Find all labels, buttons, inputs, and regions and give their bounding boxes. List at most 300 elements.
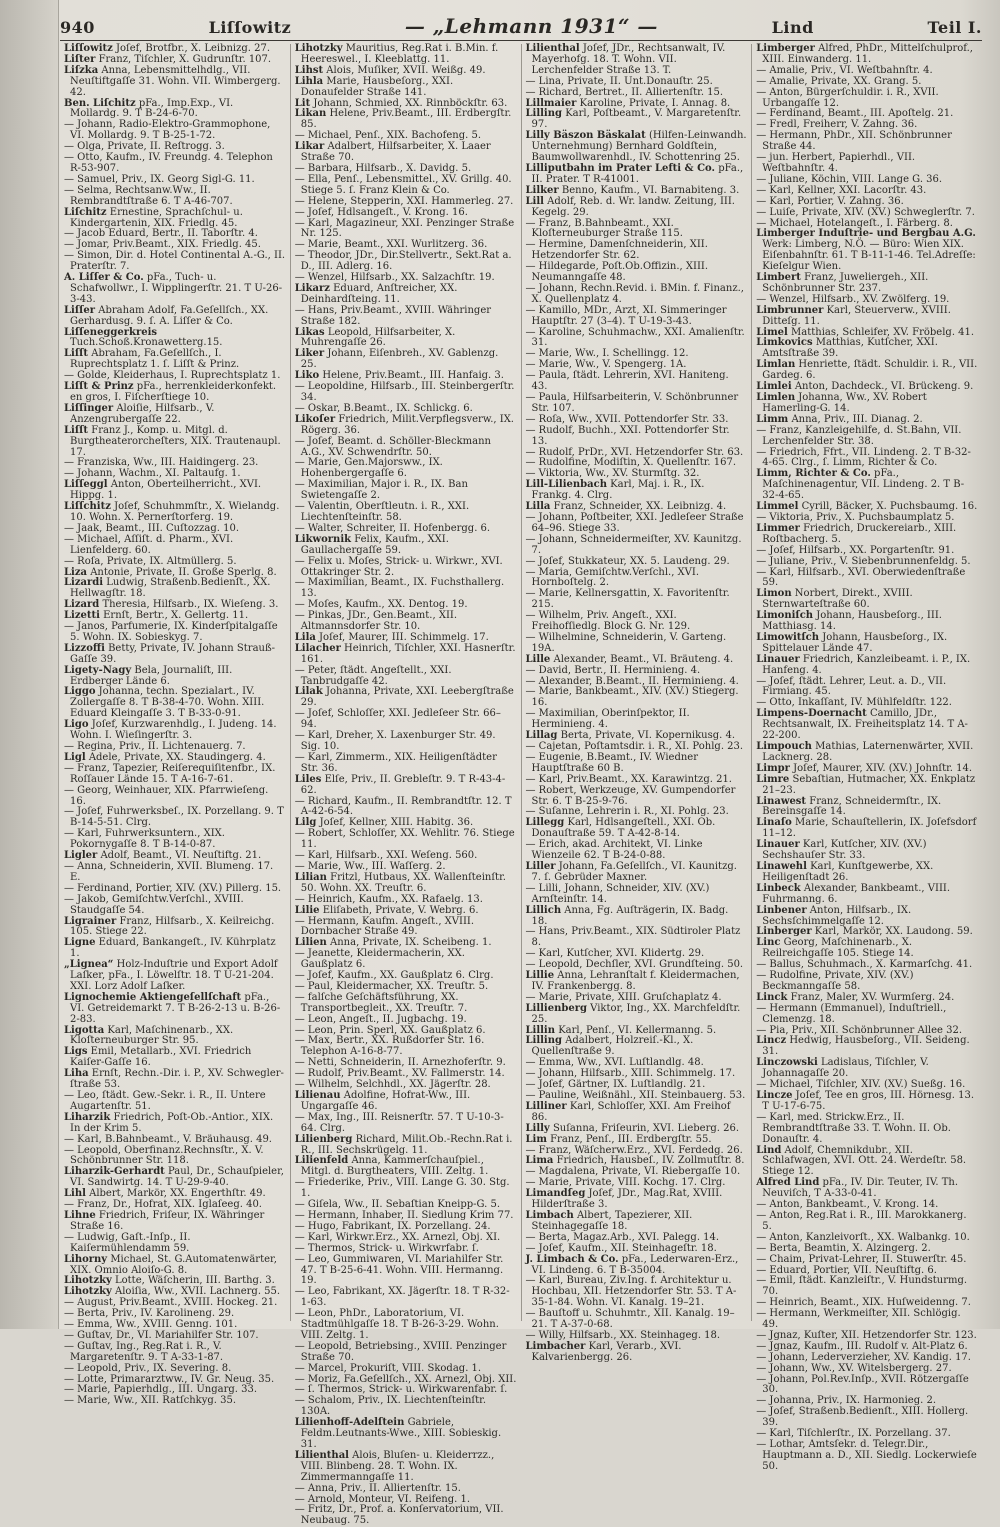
directory-entry — [64, 644, 286, 666]
entry-details: — Joſef, Hdlsangeſt., V. Krong. 16. — [294, 206, 468, 218]
directory-entry — [526, 971, 748, 993]
entry-details: Matthias, Schleifer, XV. Fröbelg. 41. — [791, 326, 975, 338]
entry-details: — Juliane, Köchin, VIII. Lange G. 36. — [756, 173, 943, 185]
entry-details: pFa., Lederwaren-Erz., VI. Lindeng. 6. T B-35004. — [531, 1253, 739, 1276]
entry-details: Ernestine, Sprachſchul- u. Kindergartenin, XIX. Friedlg. 45. — [70, 206, 243, 229]
entry-details: — Ella, Penſ., Lebensmittel., XV. Grillg. 40. Stiege 5. ſ. Franz Klein & Co. — [294, 173, 512, 196]
entry-details: pFa., Imp.Exp., VI. Mollardg. 9. T B-24-6-70. — [70, 97, 234, 120]
entry-details: — Richard, Kaufm., II. Rembrandtſtr. 12. T A-42-6-54. — [294, 795, 512, 818]
directory-entry — [526, 1309, 748, 1331]
entry-details: Mauritius, Reg.Rat i. B.Min. f. Heereswel., I. Kleeblattg. 11. — [300, 43, 499, 65]
entry-details: — Hans, Priv.Beamt., XIX. Südtiroler Platz 8. — [525, 926, 741, 949]
entry-surname: Lilling — [525, 1035, 562, 1047]
directory-entry — [756, 1211, 978, 1233]
entry-details: Camillo, JDr., Rechtsanwalt, IX. Freiheitsplatz 14. T A-22-200. — [762, 708, 968, 742]
entry-details: — Thermos, Strick- u. Wirkwrfabr. ſ. — [294, 1242, 479, 1254]
entry-details: Betty, Private, IV. Johann Strauß-Gaſſe 39. — [70, 642, 276, 665]
directory-entry — [756, 131, 978, 153]
entry-details: — Wilhelm, Priv. Angeſt., XXI. Freihofſiedlg. Block G. Nr. 129. — [525, 610, 691, 633]
entry-surname: Limon — [756, 588, 792, 600]
directory-entry — [295, 993, 517, 1015]
directory-entry — [756, 1036, 978, 1058]
entry-surname: Alfred Lind — [756, 1177, 820, 1189]
entry-details: Franz, Schneidermſtr., IX. Bereinsgaſſe 14. — [762, 795, 942, 818]
entry-details: — Joſef, Kaufm., XX. Gaußplatz 6. Clrg. — [294, 970, 494, 982]
entry-details: — Johann, Pol.Rev.Inſp., XVII. Rötzergaſſe 30. — [756, 1373, 969, 1396]
entry-details: — Valentin, Oberſtleutn. i. R., XXI. Liechtenſteinſtr. 58. — [294, 501, 470, 523]
entry-surname: Limbach — [525, 1209, 574, 1221]
entry-details: Karl, Hdlsangeſtell., XXI. Ob. Donauſtraße 59. T A-42-8-14. — [531, 817, 716, 840]
entry-details: Joſef, Kurzwarenhdlg., I. Judeng. 14. Wohn. I. Wieſingerſtr. 3. — [70, 719, 277, 742]
directory-entry — [64, 917, 286, 939]
entry-details: — Fredl, Freiherr, V. Zahng. 36. — [756, 119, 918, 131]
page-edge — [0, 0, 59, 1329]
entry-surname: Linc — [756, 937, 781, 949]
entry-details: Antonie, Private, II. Große Sperlg. 8. — [90, 566, 277, 578]
entry-surname: Lill — [525, 195, 544, 207]
entry-details: Joſef, JDr., Rechtsanwalt, IV. Mayerhofg. 18. T. Wohn. VII. Lerchenfelder Straße 13. T. — [531, 43, 726, 76]
entry-surname: Limmer — [756, 522, 800, 534]
entry-surname: Linbeck — [756, 882, 801, 894]
entry-details: — Robert, Schloſſer, XX. Wehlitr. 76. Stiege 11. — [294, 828, 515, 851]
entry-details: — Oskar, B.Beamt., IX. Schlickg. 6. — [294, 402, 473, 414]
directory-entry — [295, 666, 517, 688]
entry-surname: Liſſt — [64, 424, 89, 436]
entry-details: — Viktoria, Ww., XV. Sturmſtg. 32. — [525, 468, 700, 480]
directory-entry — [64, 1211, 286, 1233]
entry-details: — Leopold, Oberfinanz.Rechnsſtr., X. V. Schönbrunner Str. 118. — [64, 1144, 264, 1167]
entry-details: Friedrich, Milit.Verpflegsverw., IX. Rögerg. 36. — [300, 413, 514, 436]
entry-details: — Johann, Poſtbeiter, XXI. Jedleſeer Straße 64–96. Stiege 33. — [525, 511, 744, 534]
directory-entry — [295, 557, 517, 579]
directory-entry — [526, 240, 748, 262]
entry-details: Joſef, JDr., Mag.Rat, XVIII. Hilderſtraße 3. — [531, 1188, 723, 1211]
directory-entry — [526, 818, 748, 840]
entry-details: — Marie, Ww., XII. Ratſchkyg. 35. — [64, 1395, 237, 1407]
entry-details: Werk: Limberg, N.Ö. — Büro: Wien XIX. Eiſenbahnſtr. 61. T B-11-1-46. Tel.Adreſſe: Kieſelgur Wien. — [762, 239, 976, 273]
entry-details: — Karl, med. Strickw.Erz., II. Rembrandtſtraße 33. T. Wohn. II. Ob. Donauſtr. 4. — [756, 1111, 951, 1145]
entry-details: Theresia, Hilfsarb., IX. Wieſeng. 3. — [102, 599, 279, 611]
directory-entry — [526, 197, 748, 219]
header-left-word: Liſſowitz — [208, 18, 292, 37]
entry-details: Holz-Induſtrie und Export Adolf Laſker, pFa., I. Löwelſtr. 18. T U-21-204. XXI. Lorz Adolf Laſker. — [70, 959, 278, 992]
directory-entry — [526, 687, 748, 709]
entry-surname: Ben. Liſchitz — [64, 97, 136, 109]
directory-entry — [64, 1146, 286, 1168]
entry-details: — Golde, Kleiderhaus, I. Ruprechtsplatz 1. — [64, 370, 281, 382]
entry-surname: Likarz — [294, 282, 330, 294]
directory-entry — [526, 328, 748, 350]
directory-entry — [756, 153, 978, 175]
entry-details: Norbert, Direkt., XVIII. Sternwarteſtraße 60. — [762, 588, 913, 611]
entry-details: Marie, Hausbeſorg., XXI. Donaufelder Straße 141. — [300, 75, 454, 98]
entry-details: — Hermann, Kaufm. Angeſt., XVIII. Dornbacher Straße 49. — [294, 915, 475, 938]
entry-details: — Walter, Schreiter, II. Hofenbergg. 6. — [294, 522, 491, 534]
entry-surname: Lilliner — [525, 1100, 567, 1112]
directory-entry — [295, 219, 517, 241]
directory-entry — [64, 720, 286, 742]
entry-details: — Ferdinand, Beamt., III. Apoſtelg. 21. — [756, 108, 954, 120]
entry-surname: Linbener — [756, 904, 807, 916]
entry-surname: Limmel — [756, 501, 799, 513]
directory-entry — [756, 1058, 978, 1080]
directory-entry — [756, 1440, 978, 1473]
entry-details: — Jgnaz, Kaufm., III. Rudolf v. Alt-Platz 6. — [756, 1340, 968, 1352]
entry-details: Helene, Priv.Beamt., III. Hanfaig. 3. — [322, 370, 504, 382]
entry-details: — Leopoldine, Hilfsarb., III. Steinbergerſtr. 34. — [294, 381, 515, 403]
directory-entry — [526, 589, 748, 611]
entry-surname: Lillienberg — [525, 1002, 587, 1014]
directory-entry — [64, 1342, 286, 1364]
entry-surname: Liller — [525, 860, 556, 872]
entry-surname: Lilacher — [294, 642, 341, 654]
entry-details: Berta, Private, VI. Kopernikusg. 4. — [560, 730, 736, 742]
directory-entry — [295, 328, 517, 350]
entry-details: — falſche Geſchäftsführung, XX. Transportbegleit., XX. Treuſtr. 7. — [294, 991, 468, 1014]
entry-details: — Marie, Gen.Majorsww., IX. Hohenbergergaſſe 6. — [294, 457, 443, 480]
directory-entry — [64, 862, 286, 884]
entry-details: — Rudolf, Buchh., XXI. Pottendorfer Str. 13. — [525, 424, 730, 447]
entry-details: — Max, Ing., III. Reisnerſtr. 57. T U-10-3-64. Clrg. — [294, 1111, 504, 1134]
directory-entry — [64, 687, 286, 720]
entry-details: Adolf, Beamt., VI. Neuſtiftg. 21. — [100, 850, 262, 862]
entry-details: Eliſabeth, Private, V. Webrg. 6. — [322, 904, 479, 916]
directory-entry — [64, 1167, 286, 1189]
entry-details: — Lotte, Primararztww., IV. Gr. Neug. 35. — [64, 1373, 275, 1385]
entry-details: — Karl, Dreher, X. Laxenburger Str. 49. Sig. 10. — [294, 730, 496, 752]
entry-details: — Anton, Reg.Rat i. R., III. Marokkanerg. 5. — [756, 1209, 967, 1232]
directory-entry — [756, 742, 978, 764]
entry-details: — Guſtav, Dr., VI. Mariahilfer Str. 107. — [64, 1329, 259, 1341]
entry-details: — Janos, Parfumerie, IX. Kinderſpitalgaſſe 5. Wohn. IX. Sobieskyg. 7. — [64, 621, 278, 643]
entry-surname: Liſſt & Prinz — [64, 381, 134, 393]
directory-entry — [295, 349, 517, 371]
entry-details: Johann, Schmied, XX. Rinnböckſtr. 63. — [313, 97, 508, 109]
entry-details: — ſ. Thermos, Strick- u. Wirkwarenfabr. ſ. — [294, 1384, 508, 1396]
entry-details: — Helene, Stepperin, XXI. Hammerleg. 27. — [294, 195, 514, 207]
directory-entry — [295, 480, 517, 502]
entry-surname: Lihotzky — [64, 1286, 112, 1298]
entry-details: — Samuel, Priv., IX. Georg Sigl-G. 11. — [64, 173, 255, 185]
entry-details: — Anton, Kanzleivorſt., XX. Walbankg. 10. — [756, 1231, 970, 1243]
directory-entry — [756, 862, 978, 884]
entry-surname: A. Liſſer & Co. — [64, 272, 144, 284]
entry-surname: Lihne — [64, 1209, 96, 1221]
entry-details: — Jakob, Gemiſchtw.Verſchl., XVIII. Staudgaſſe 54. — [64, 893, 244, 916]
directory-entry — [295, 109, 517, 131]
entry-details: — Karl, Priv.Beamt., XX. Karawintzg. 21. — [525, 773, 732, 785]
directory-entry — [756, 448, 978, 470]
directory-entry — [526, 884, 748, 906]
entry-details: Alois, Muſiker, XVII. Weißg. 49. — [326, 64, 486, 76]
entry-details: — Johann, Wachm., XI. Paltaufg. 1. — [64, 468, 241, 480]
entry-details: Sebaſtian, Hutmacher, XX. Enkplatz 21–23. — [762, 773, 976, 796]
entry-surname: Lit — [294, 97, 311, 109]
column-4 — [752, 43, 982, 1472]
entry-details: Adolf, Chemnikdubr., XII. Schlafwagen, XVI. Ott. 24. Werdeſtr. 58. Stiege 12. — [762, 1144, 967, 1178]
entry-details: Adolfine, Hofrat-Ww., III. Ungargaſſe 46. — [300, 1090, 471, 1112]
entry-details: — Guſtav, Ing., Reg.Rat i. R., V. Margaretenſtr. 9. T A-33-1-87. — [64, 1340, 224, 1363]
entry-surname: Lihl — [64, 1188, 86, 1200]
directory-entry — [64, 578, 286, 600]
directory-entry — [526, 480, 748, 502]
directory-entry — [64, 535, 286, 557]
entry-details: Albert, Tapezierer, XII. Steinhagegaſſe 18. — [531, 1209, 693, 1232]
entry-surname: Likwornik — [294, 533, 352, 545]
entry-details: — Paul, Kleidermacher, XX. Treuſtr. 5. — [294, 980, 489, 992]
entry-details: Ernſt, Rechn.-Dir. i. P., XV. Schwegler-ſtraße 53. — [70, 1068, 284, 1091]
entry-details: Alexander, Bankbeamt., VIII. Fuhrmanng. 6. — [762, 882, 951, 905]
entry-details: Franz, Tiſchler, X. Gudrunſtr. 107. — [98, 53, 272, 65]
column-3 — [522, 43, 753, 1363]
entry-details: — Leopold, Betriebsing., XVIII. Penzinger Straße 70. — [294, 1340, 507, 1363]
entry-details: — Johann, Ww., XV. Witelsbergerg. 27. — [756, 1362, 952, 1374]
entry-surname: Linawest — [756, 795, 807, 807]
directory-entry — [295, 502, 517, 524]
entry-details: — Karl, Kellner, XXI. Lacorſtr. 43. — [756, 184, 927, 196]
entry-details: — Michael, Aſſiſt. d. Pharm., XVI. Lienfelderg. 60. — [64, 533, 234, 556]
entry-details: Helene, Priv.Beamt., III. Erdbergſtr. 85. — [300, 108, 512, 131]
entry-details: Adalbert, Holzreiſ.-Kl., X. Quellenſtraße 9. — [531, 1035, 694, 1058]
directory-entry — [526, 306, 748, 328]
entry-details: — Rudolf, PrDr., XVI. Hetzendorfer Str. 63. — [525, 446, 744, 458]
directory-entry — [295, 709, 517, 731]
header-right-word: Lind — [771, 18, 814, 37]
entry-surname: Lim — [525, 1133, 547, 1145]
entry-details: — Viktoria, Priv., X. Puchsbaumplatz 5. — [756, 511, 955, 523]
directory-entry — [295, 1255, 517, 1288]
entry-surname: Linauer — [756, 653, 800, 665]
entry-surname: Lilker — [525, 184, 559, 196]
entry-surname: Limberger — [756, 43, 815, 54]
entry-surname: Lignochemie Aktiengeſellſchaft — [64, 991, 242, 1003]
entry-details: — Anton, Bürgerſchuldir. i. R., XVII. Urbangaſſe 12. — [756, 86, 939, 109]
entry-surname: Liſzka — [64, 64, 99, 76]
directory-entry — [526, 568, 748, 590]
directory-entry — [64, 1091, 286, 1113]
directory-entry — [526, 786, 748, 808]
directory-entry — [64, 404, 286, 426]
directory-entry — [756, 840, 978, 862]
entry-details: Karl, Kunſtgewerbe, XX. Heiligenſtadt 26. — [762, 860, 934, 883]
directory-entry — [64, 1233, 286, 1255]
entry-details: — Roſa, Ww., XVII. Pottendorfer Str. 33. — [525, 413, 729, 425]
entry-surname: Limpouch — [756, 741, 812, 752]
entry-details: — Theodor, JDr., Dir.Stellvertr., Sekt.Rat a. D., III. Adlerg. 16. — [294, 250, 512, 273]
entry-details: — Franz, Dr., Hofrat, XIX. Iglaſeeg. 40. — [64, 1199, 262, 1211]
entry-details: — Karl, Tiſchlerſtr., IX. Porzellang. 37. — [756, 1428, 951, 1440]
entry-details: — Anton, Bankbeamt., V. Krong. 14. — [756, 1199, 939, 1211]
directory-entry — [756, 1407, 978, 1429]
entry-surname: Likan — [294, 108, 327, 120]
entry-details: pFa., herrenkleiderkonfekt. en gros, I. Fiſcherſtiege 10. — [70, 381, 277, 403]
entry-details: — Marie, Kellnersgattin, X. Favoritenſtr. 215. — [525, 588, 730, 611]
entry-details: Gabriele, Feldm.Leutnants-Wwe., XIII. Sobieskig. 31. — [300, 1417, 502, 1450]
entry-details: — Jeanette, Kleidermacherin, XX. Gaußplatz 6. — [294, 948, 465, 971]
entry-details: Ludwig, Straßenb.Bedienſt., XX. Hellwagſtr. 18. — [70, 577, 271, 600]
entry-columns — [60, 43, 982, 1527]
entry-details: — Wilhelmine, Schneiderin, V. Garteng. 19A. — [525, 631, 727, 654]
directory-entry — [756, 469, 978, 502]
entry-surname: Liſſeggl — [64, 479, 108, 491]
entry-details: — Richard, Bertret., II. Alliertenſtr. 15. — [525, 86, 724, 98]
entry-details: — Eduard, Portier, VII. Neuſtiftg. 6. — [756, 1264, 937, 1276]
directory-entry — [526, 611, 748, 633]
entry-details: Alois, Bluſen- u. Kleiderrzz., VIII. Blinbeng. 28. T. Wohn. IX. Zimmermanngaſſe 11. — [300, 1449, 495, 1483]
entry-surname: Lizetti — [64, 610, 100, 622]
entry-details: — Roſa, Private, IX. Altmüllerg. 5. — [64, 555, 237, 567]
directory-entry — [295, 415, 517, 437]
directory-entry — [756, 1113, 978, 1146]
entry-details: Viktor, Ing., XX. Marchfeldſtr. 25. — [531, 1002, 741, 1025]
directory-entry — [756, 1146, 978, 1179]
directory-entry — [64, 764, 286, 786]
entry-details: — Leo, Fabrikant, XX. Jägerſtr. 18. T R-32-1-63. — [294, 1286, 510, 1309]
directory-entry — [756, 938, 978, 960]
directory-entry — [526, 426, 748, 448]
entry-details: Aloiſia, Ww., XVII. Lachnerg. 55. — [115, 1286, 281, 1298]
entry-surname: Ligety-Nagy — [64, 664, 132, 676]
entry-details: — Felix u. Moſes, Strick- u. Wirkwr., XVI. Ottakringer Str. 2. — [294, 555, 503, 578]
entry-details: — Franziska, Ww., III. Haidingerg. 23. — [64, 457, 259, 469]
directory-entry — [64, 1047, 286, 1069]
directory-entry — [526, 840, 748, 862]
directory-entry — [64, 153, 286, 175]
directory-entry — [526, 633, 748, 655]
entry-details: — Berta, Magaz.Arb., XVI. Palegg. 14. — [525, 1231, 720, 1243]
entry-surname: J. Limbach & Co. — [525, 1253, 619, 1265]
directory-entry — [64, 960, 286, 993]
entry-details: — Anna, Schneiderin, XVII. Blumeng. 17. E. — [64, 860, 274, 883]
entry-surname: Linauer — [756, 839, 800, 851]
entry-details: — Kamillo, MDr., Arzt, XI. Simmeringer Hauptſtr. 27 (3–4). T U-19-3-43. — [525, 304, 727, 327]
entry-details: — Leopold, Priv., IX. Severing. 8. — [64, 1362, 232, 1374]
entry-surname: Lihst — [294, 64, 324, 76]
entry-surname: Liſſchitz — [64, 501, 111, 513]
entry-details: — Joſef, Gärtner, IX. Luſtlandlg. 21. — [525, 1079, 706, 1091]
entry-details: Ernſt, Bertr., X. Gellertg. 11. — [103, 610, 249, 622]
entry-details: Johann, Hausbeſorg., III. Matthiasg. 14. — [762, 610, 942, 633]
page-number: 940 — [60, 18, 95, 37]
entry-surname: Linawehl — [756, 860, 807, 872]
directory-entry — [756, 633, 978, 655]
entry-details: — Jaak, Beamt., III. Cuſtozzag. 10. — [64, 522, 239, 534]
entry-surname: Lilienberg — [294, 1133, 353, 1145]
entry-surname: Limandſeg — [525, 1188, 586, 1200]
entry-details: — Netti, Schneiderin, II. Arnezhoferſtr. 9. — [294, 1057, 506, 1069]
entry-details: — Schalom, Priv., IX. Liechtenſteinſtr. 130A. — [294, 1395, 487, 1418]
entry-details: Marie, Schauſtellerin, IX. Joſefsdorf 11–12. — [762, 817, 977, 840]
entry-details: Adalbert, Hilfsarbeiter, X. Laaer Straße 70. — [300, 141, 491, 164]
directory-entry — [295, 611, 517, 633]
part-label: Teil I. — [927, 18, 982, 37]
entry-details: — Michael, Hotelangeſt., I. Färberg. 8. — [756, 217, 953, 229]
entry-details: — Friedrich, Ffrt., VII. Lindeng. 2. T B-32-4-65. Clrg., ſ. Limm, Richter & Co. — [756, 446, 971, 469]
entry-details: — Joſef, ſtädt. Lehrer, Leut. a. D., VII. Firmiang. 45. — [756, 675, 947, 698]
entry-surname: Limm — [756, 413, 789, 425]
entry-details: — Fritz, Dr., Prof. a. Konſervatorium, VII. Neubaug. 75. — [294, 1504, 504, 1527]
entry-surname: Liſſt — [64, 348, 89, 360]
entry-surname: Likoſer — [294, 413, 336, 425]
entry-surname: Ligotta — [64, 1024, 105, 1036]
entry-details: Karl, Steuerverw., XVIII. Ditteſg. 11. — [762, 304, 951, 327]
entry-details: Karoline, Private, I. Annag. 8. — [579, 97, 731, 109]
entry-details: Karl, Maſchinenarb., XX. Kloſterneuburger Str. 95. — [70, 1024, 234, 1047]
entry-surname: Lillmaier — [525, 97, 577, 109]
entry-details: — Marie, Papierhdlg., III. Ungarg. 33. — [64, 1384, 258, 1396]
entry-details: — Chaim, Privat-Lehrer, II. Stuwerſtr. 45. — [756, 1253, 967, 1265]
directory-entry — [526, 1102, 748, 1124]
directory-entry — [64, 622, 286, 644]
entry-details: Karl, Schloſſer, XXI. Am Freihof 86. — [531, 1100, 731, 1123]
entry-surname: Lima — [525, 1155, 554, 1167]
directory-entry — [526, 44, 748, 77]
directory-entry — [526, 262, 748, 284]
directory-entry — [756, 655, 978, 677]
directory-entry — [295, 949, 517, 971]
entry-details: — Marie, Ww., V. Spengerg. 1A. — [525, 359, 687, 371]
column-2 — [291, 43, 522, 1527]
entry-details: Joſef, Tee en gros, III. Hörnesg. 13. T U-17-6-75. — [762, 1090, 975, 1112]
entry-details: Johanna, Ww., XV. Robert Hamerling-G. 14. — [762, 392, 927, 414]
entry-details: Karl, Maj. i. R., IX. Frankg. 4. Clrg. — [531, 479, 705, 502]
entry-details: Anton, Oberteilherricht., XVI. Hippg. 1. — [70, 479, 262, 502]
entry-details: — August, Priv.Beamt., XVIII. Hockeg. 21. — [64, 1297, 278, 1309]
entry-surname: Lihorny — [64, 1253, 108, 1265]
entry-details: — Georg, Weinhauer, XIX. Pfarrwieſeng. 16. — [64, 784, 269, 807]
entry-details: — Joſef, Schloſſer, XXI. Jedleſeer Str. 66–94. — [294, 708, 501, 731]
entry-details: — Emma, Ww., XVI. Luſtlandlg. 48. — [525, 1057, 704, 1069]
entry-details: — Maximilian, Oberinſpektor, II. Herminieng. 4. — [525, 708, 690, 731]
entry-details: — Franz, Kanzleigehilfe, d. St.Bahn, VII. Lerchenfelder Str. 38. — [756, 424, 962, 447]
entry-surname: Limpens-Doernacht — [756, 708, 867, 720]
entry-surname: „Lignea“ — [64, 959, 114, 971]
entry-details: — Rudolf, Priv.Beamt., XV. Fallmerstr. 14. — [294, 1068, 505, 1080]
entry-details: Aloiſie, Hilfsarb., V. Anzengrubergaſſe 22. — [70, 402, 215, 425]
entry-surname: Lilg — [294, 817, 317, 829]
entry-details: Cyrill, Bäcker, X. Puchsbaumg. 16. — [801, 501, 978, 513]
directory-entry — [64, 120, 286, 142]
entry-details: Franz, Maler, XV. Wurmſerg. 24. — [790, 991, 955, 1003]
entry-details: — Jacob Eduard, Bertr., II. Taborſtr. 4. — [64, 228, 258, 240]
entry-details: Johanna, Private, XXI. Leebergſtraße 29. — [300, 686, 514, 709]
entry-surname: Likar — [294, 141, 325, 153]
entry-details: Adolf, Reb. d. Wr. landw. Zeitung, III. Kegelg. 29. — [531, 195, 735, 218]
entry-details: Anna, Lebensmittelhdlg., VII. Neuſtiftgaſſe 31. Wohn. VII. Wimbergerg. 42. — [70, 64, 281, 98]
directory-entry — [64, 251, 286, 273]
entry-details: — Giſela, Ww., II. Sebaſtian Kneipp-G. 5. — [294, 1199, 501, 1211]
directory-entry — [295, 44, 517, 66]
directory-entry — [295, 1451, 517, 1484]
directory-entry — [295, 1287, 517, 1309]
entry-details: — Johann, Radio-Elektro-Grammophone, VI. Mollardg. 9. T B-25-1-72. — [64, 119, 271, 142]
entry-surname: Lihotzky — [64, 1275, 112, 1287]
entry-details: Alexander, Beamt., VI. Bräuteng. 4. — [553, 653, 734, 665]
directory-entry — [756, 971, 978, 993]
directory-entry — [295, 1309, 517, 1342]
directory-entry — [295, 77, 517, 99]
entry-details: — Willy, Hilfsarb., XX. Steinhageg. 18. — [525, 1329, 721, 1341]
entry-details: — Joſef, Kaufm., XII. Steinhageſtr. 18. — [525, 1242, 717, 1254]
directory-entry — [526, 393, 748, 415]
directory-entry — [295, 1178, 517, 1200]
entry-details: — Karl, Zimmerm., XIX. Heiligenſtädter Str. 36. — [294, 751, 497, 774]
entry-details: — Marie, Ww., I. Schellingg. 12. — [525, 348, 689, 360]
directory-entry — [295, 873, 517, 895]
entry-details: Johanna, techn. Spezialart., IV. Zollergaſſe 8. T B-38-4-70. Wohn. XIII. Eduard Kleingaſſe 3. T B-33-0-91. — [70, 686, 265, 720]
directory-entry — [526, 513, 748, 535]
entry-surname: Lille — [525, 653, 551, 665]
